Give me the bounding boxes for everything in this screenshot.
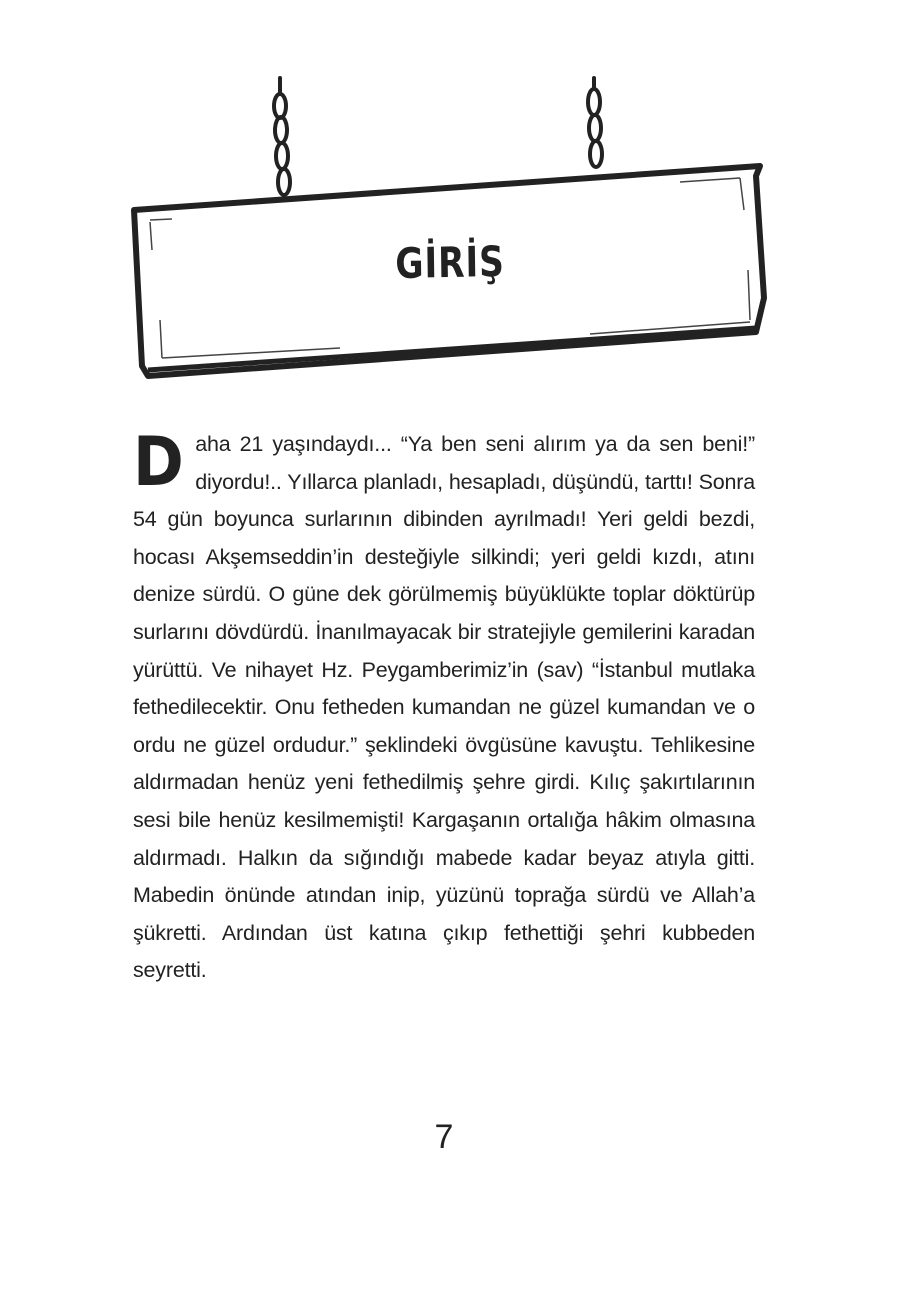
- drop-cap: D: [133, 423, 184, 502]
- chapter-title: GİRİŞ: [394, 236, 506, 289]
- chain-icon: [588, 78, 603, 188]
- hanging-sign-icon: [120, 70, 780, 390]
- page-number: 7: [434, 1118, 454, 1156]
- body-paragraph: [133, 423, 755, 990]
- hanging-sign: [120, 70, 780, 390]
- chain-icon: [274, 78, 292, 214]
- body-text: aha 21 yaşındaydı... “Ya ben seni alırım ya da sen beni!” diyordu!.. Yıllarca planladı, hesapladı, düşündü, tarttı! Sonra 54 gün boyunca surlarının dibinden ayrılmadı! Yeri geldi bezdi, hocası Akşemseddin’in desteğiyle silkindi; yeri geldi kızdı, atını denize sürdü. O güne dek görülmemiş büyüklükte toplar döktürüp surlarını dövdürdü. İnanılmayacak bir stratejiyle gemilerini karadan yürüttü. Ve nihayet Hz. Peygamberimiz’in (sav) “İstanbul mutlaka fethedilecektir. Onu fetheden kumandan ne güzel kumandan ve o ordu ne güzel ordudur.” şeklindeki övgüsüne kavuştu. Tehlikesine aldırmadan henüz yeni fethedilmiş şehre girdi. Kılıç şakırtılarının sesi bile henüz kesilmemişti! Kargaşanın ortalığa hâkim olmasına aldırmadı. Halkın da sığındığı mabede kadar beyaz atıyla gitti. Mabedin önünde atından inip, yüzünü toprağa sürdü ve Allah’a şükretti. Ardından üst katına çıkıp fethettiği şehri kubbeden seyretti.: [133, 432, 755, 983]
